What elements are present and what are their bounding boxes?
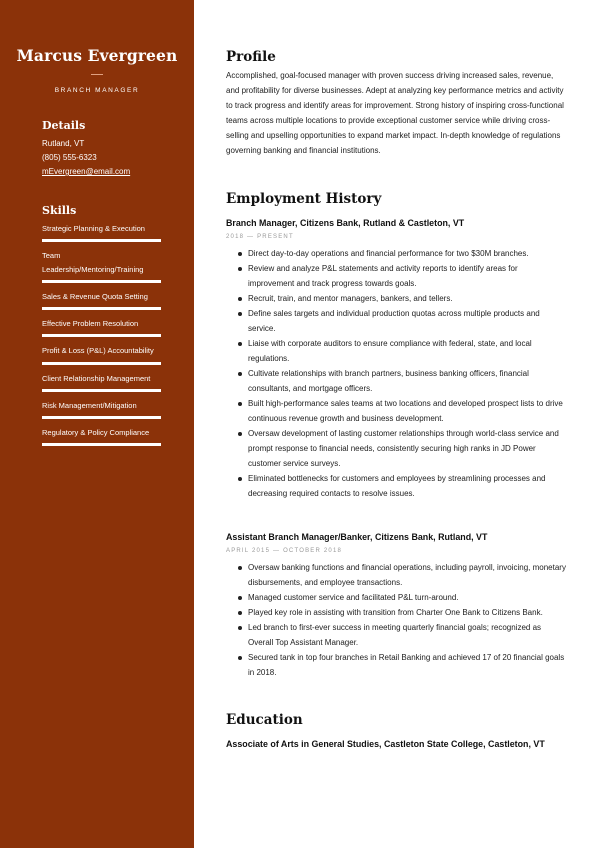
- job-bullet-list: [226, 246, 566, 501]
- bullet-item: Played key role in assisting with transition from Charter One Bank to Citizens Bank.: [226, 605, 566, 620]
- bullet-item: Cultivate relationships with branch partners, business banking officers, financial consultants, and mortgage officers.: [226, 366, 566, 396]
- skill-level-bar: [42, 362, 161, 365]
- bullet-item: Eliminated bottlenecks for customers and employees by streamlining processes and decreasing required contacts to resolve issues.: [226, 471, 566, 501]
- job-title: Branch Manager, Citizens Bank, Rutland & Castleton, VT: [226, 218, 465, 228]
- skill-item: Regulatory & Policy Compliance: [42, 428, 150, 437]
- name-divider: [91, 74, 103, 75]
- job-bullet-list: [226, 560, 566, 680]
- bullet-item: Direct day-to-day operations and financial performance for two $30M branches.: [226, 246, 566, 261]
- location-text: Rutland, VT: [42, 139, 85, 148]
- skill-level-bar: [42, 280, 161, 283]
- profile-heading: Profile: [226, 49, 276, 65]
- education-heading: Education: [226, 712, 303, 728]
- skill-level-bar: [42, 334, 161, 337]
- bullet-item: Led branch to first-ever success in meeting quarterly financial goals; recognized as Overall Top Assistant Manager.: [226, 620, 566, 650]
- skill-item: Effective Problem Resolution: [42, 319, 139, 328]
- job-title: Assistant Branch Manager/Banker, Citizens Bank, Rutland, VT: [226, 532, 488, 542]
- skill-item: Team Leadership/Mentoring/Training: [42, 251, 144, 274]
- skill-level-bar: [42, 443, 161, 446]
- skills-heading: Skills: [42, 204, 77, 217]
- skill-item: Sales & Revenue Quota Setting: [42, 292, 148, 301]
- email-link[interactable]: mEvergreen@email.com: [42, 167, 131, 176]
- job-dates: 2018 — PRESENT: [226, 234, 294, 240]
- employment-heading: Employment History: [226, 191, 382, 207]
- skill-level-bar: [42, 389, 161, 392]
- bullet-item: Oversaw development of lasting customer relationships through world-class service and prompt response to financial needs, consistently securing high ranks in JD Power customer service surveys.: [226, 426, 566, 471]
- job-title-subtitle: BRANCH MANAGER: [54, 87, 140, 94]
- bullet-item: Review and analyze P&L statements and activity reports to identify areas for improvement and track progress towards goals.: [226, 261, 566, 291]
- bullet-item: Built high-performance sales teams at two locations and developed prospect lists to drive continuous revenue growth and business development.: [226, 396, 566, 426]
- bullet-item: Managed customer service and facilitated P&L turn-around.: [226, 590, 566, 605]
- skill-item: Risk Management/Mitigation: [42, 401, 137, 410]
- skill-level-bar: [42, 239, 161, 242]
- bullet-item: Secured tank in top four branches in Retail Banking and achieved 17 of 20 financial goals in 2018.: [226, 650, 566, 680]
- details-heading: Details: [42, 119, 86, 132]
- sidebar: [0, 0, 194, 848]
- profile-text: Accomplished, goal-focused manager with proven success driving increased sales, revenue, and profitability for diverse businesses. Adept at analyzing key performance metrics and activity to track progress and identify areas for improvement. Strong history of inspiring cross-functional teams across multiple locations to provide exceptional customer service while driving cross-selling and upselling opportunities to expand market impact. In-depth knowledge of regulations governing banking and financial institutions.: [226, 71, 564, 155]
- phone-text: (805) 555-6323: [42, 153, 97, 162]
- skill-level-bar: [42, 416, 161, 419]
- education-entry: Associate of Arts in General Studies, Castleton State College, Castleton, VT: [226, 739, 545, 749]
- skill-level-bar: [42, 307, 161, 310]
- bullet-item: Recruit, train, and mentor managers, bankers, and tellers.: [226, 291, 566, 306]
- bullet-item: Liaise with corporate auditors to ensure compliance with federal, state, and local regulations.: [226, 336, 566, 366]
- job-dates: APRIL 2015 — OCTOBER 2018: [226, 548, 343, 554]
- skill-item: Client Relationship Management: [42, 374, 151, 383]
- skill-item: Profit & Loss (P&L) Accountability: [42, 346, 154, 355]
- bullet-item: Oversaw banking functions and financial operations, including payroll, invoicing, monetary disbursements, and employee transactions.: [226, 560, 566, 590]
- candidate-name: Marcus Evergreen: [16, 46, 178, 65]
- skill-item: Strategic Planning & Execution: [42, 224, 145, 233]
- bullet-item: Define sales targets and individual production quotas across multiple products and service.: [226, 306, 566, 336]
